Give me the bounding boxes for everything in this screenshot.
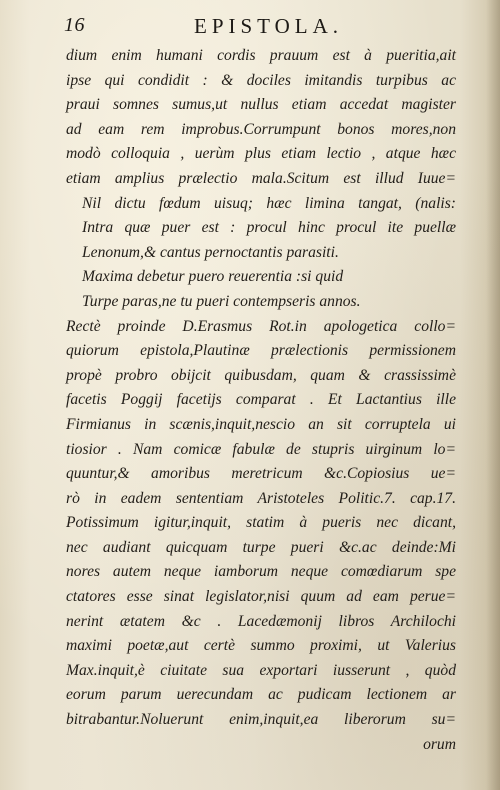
text-line: Max.inquit,è ciuitate sua exportari iusserunt , quòd (66, 661, 456, 679)
text-line: nec audiant quicquam turpe pueri &c.ac deinde:Mi (66, 538, 456, 556)
text-line: quuntur,& amoribus meretricum &c.Copiosius ue= (66, 465, 456, 483)
text-line: modò colloquia , uerùm plus etiam lectio , atque hæc (66, 145, 456, 163)
text-line: Potissimum igitur,inquit, statim à pueris nec dicant, (66, 514, 456, 532)
page-number: 16 (64, 14, 85, 36)
text-line: Firmianus in scænis,inquit,nescio an sit corruptela ui (66, 415, 456, 433)
text-line: eorum parum uerecundam ac pudicam lectionem ar (66, 686, 456, 704)
text-line: Turpe paras,ne tu pueri contempseris annos. (82, 292, 361, 310)
text-line: tiosior . Nam comicæ fabulæ de stupris uirginum lo= (66, 440, 456, 458)
text-line: quiorum epistola,Plautinæ prælectionis permissionem (66, 342, 456, 360)
text-line: ipse qui condidit : & dociles imitandis turpibus ac (66, 71, 456, 89)
body-text (66, 44, 456, 757)
text-line: nores autem neque iamborum neque comœdiarum spe (66, 563, 456, 581)
text-line: etiam amplius prælectio mala.Scitum est illud Iuue= (66, 169, 456, 187)
running-head: EPISTOLA. (194, 14, 344, 38)
page-edge-shadow (486, 0, 500, 790)
text-line: maximi poetæ,aut certè summo proximi, ut Valerius (66, 637, 456, 655)
text-line: facetis Poggij facetijs comparat . Et Lactantius ille (66, 391, 456, 409)
text-line: bitrabantur.Noluerunt enim,inquit,ea liberorum su= (66, 711, 456, 729)
text-line: rò in eadem sententiam Aristoteles Politic.7. cap.17. (66, 489, 456, 507)
text-line: propè probro obijcit quibusdam, quam & crassissimè (66, 366, 456, 384)
text-line: Maxima debetur puero reuerentia :si quid (82, 268, 344, 286)
text-line: praui somnes sumus,ut nullus etiam accedat magister (66, 96, 456, 114)
page-header (64, 10, 444, 40)
text-line: dium enim humani cordis prauum est à pueritia,ait (66, 47, 456, 64)
text-line: Rectè proinde D.Erasmus Rot.in apologetica collo= (66, 317, 456, 335)
text-line: Lenonum,& cantus pernoctantis parasiti. (82, 243, 339, 261)
text-line: Intra quæ puer est : procul hinc procul ite puellæ (82, 219, 456, 237)
text-line: Nil dictu fœdum uisuq; hæc limina tangat, (nalis: (82, 194, 456, 212)
catchword: orum (423, 735, 456, 753)
text-line: ctatores esse sinat legislator,nisi quum ad eam perue= (66, 588, 456, 606)
text-line: nerint ætatem &c . Lacedæmonij libros Archilochi (66, 612, 456, 630)
text-line: ad eam rem improbus.Corrumpunt bonos mores,non (66, 120, 456, 138)
